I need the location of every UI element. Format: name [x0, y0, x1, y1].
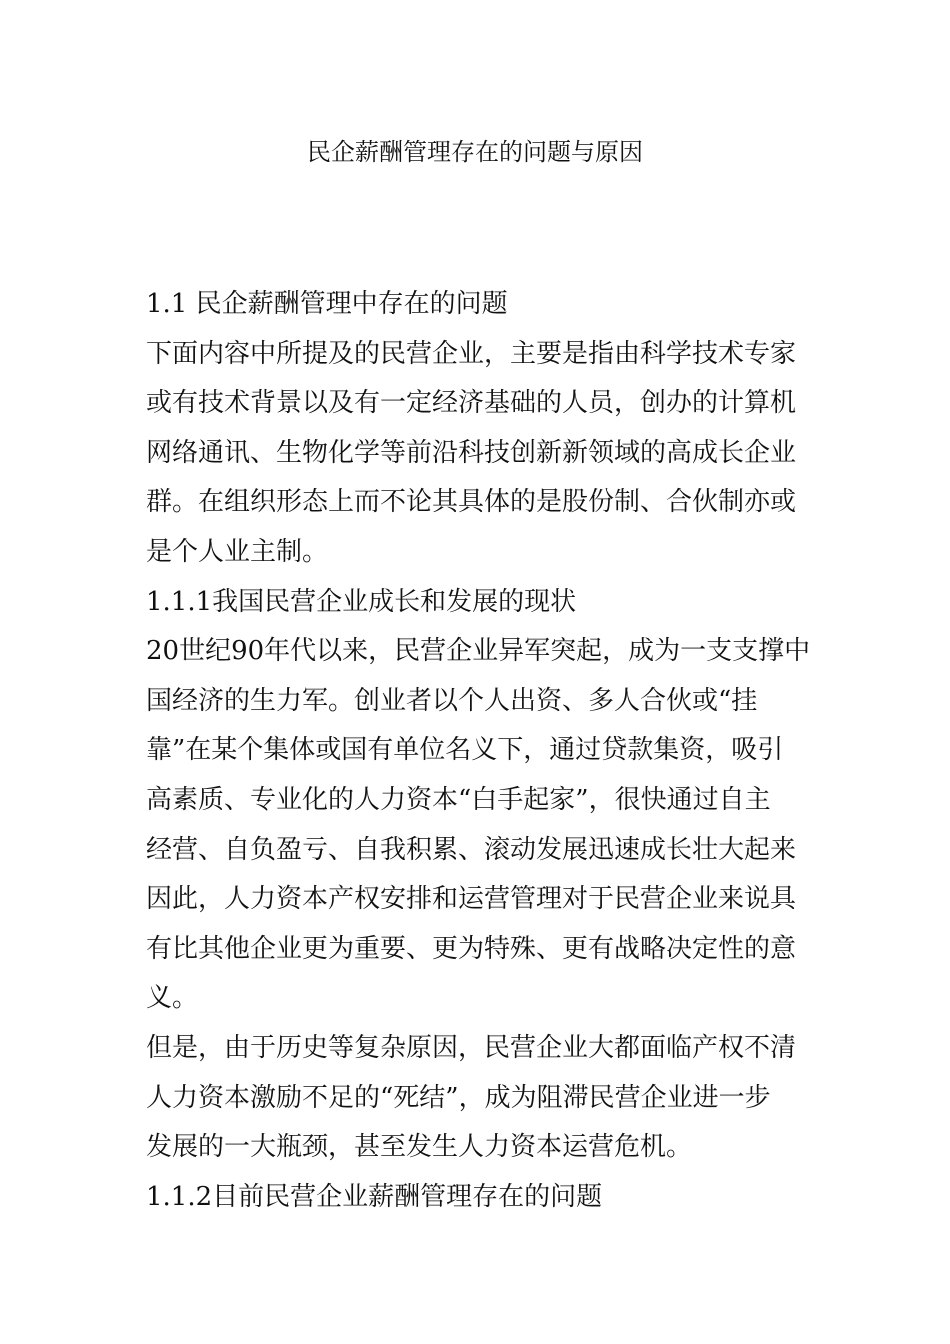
paragraph-line: 经营、自负盈亏、自我积累、滚动发展迅速成长壮大起来: [146, 834, 797, 865]
paragraph-line: 发展的一大瓶颈，甚至发生人力资本运营危机。: [146, 1132, 693, 1163]
paragraph-line: 群。在组织形态上而不论其具体的是股份制、合伙制亦或: [146, 487, 797, 518]
paragraph-line: 下面内容中所提及的民营企业，主要是指由科学技术专家: [146, 338, 797, 369]
paragraph-line: 因此，人力资本产权安排和运营管理对于民营企业来说具: [146, 884, 797, 915]
paragraph-line: 20世纪90年代以来，民营企业异军突起，成为一支支撑中: [146, 636, 811, 667]
paragraph-line: 人力资本激励不足的“死结”，成为阻滞民营企业进一步: [146, 1082, 771, 1113]
paragraph-line: 义。: [146, 983, 199, 1014]
paragraph-line: 或有技术背景以及有一定经济基础的人员，创办的计算机: [146, 388, 797, 419]
paragraph-line: 高素质、专业化的人力资本“白手起家”，很快通过自主: [146, 784, 771, 815]
document-title: 民企薪酬管理存在的问题与原因: [307, 138, 643, 166]
paragraph-line: 但是，由于历史等复杂原因，民营企业大都面临产权不清: [146, 1032, 797, 1063]
section-heading-1-1: 1.1 民企薪酬管理中存在的问题: [146, 289, 508, 319]
section-heading-1-1-2: 1.1.2目前民营企业薪酬管理存在的问题: [146, 1181, 603, 1212]
section-heading-1-1-1: 1.1.1我国民营企业成长和发展的现状: [146, 586, 577, 617]
paragraph-line: 是个人业主制。: [146, 536, 329, 567]
paragraph-line: 网络通讯、生物化学等前沿科技创新新领域的高成长企业: [146, 437, 797, 468]
document-body: [146, 280, 816, 1222]
paragraph-line: 国经济的生力军。创业者以个人出资、多人合伙或“挂: [146, 685, 758, 716]
paragraph-line: 靠”在某个集体或国有单位名义下，通过贷款集资，吸引: [146, 735, 784, 766]
paragraph-line: 有比其他企业更为重要、更为特殊、更有战略决定性的意: [146, 933, 797, 964]
